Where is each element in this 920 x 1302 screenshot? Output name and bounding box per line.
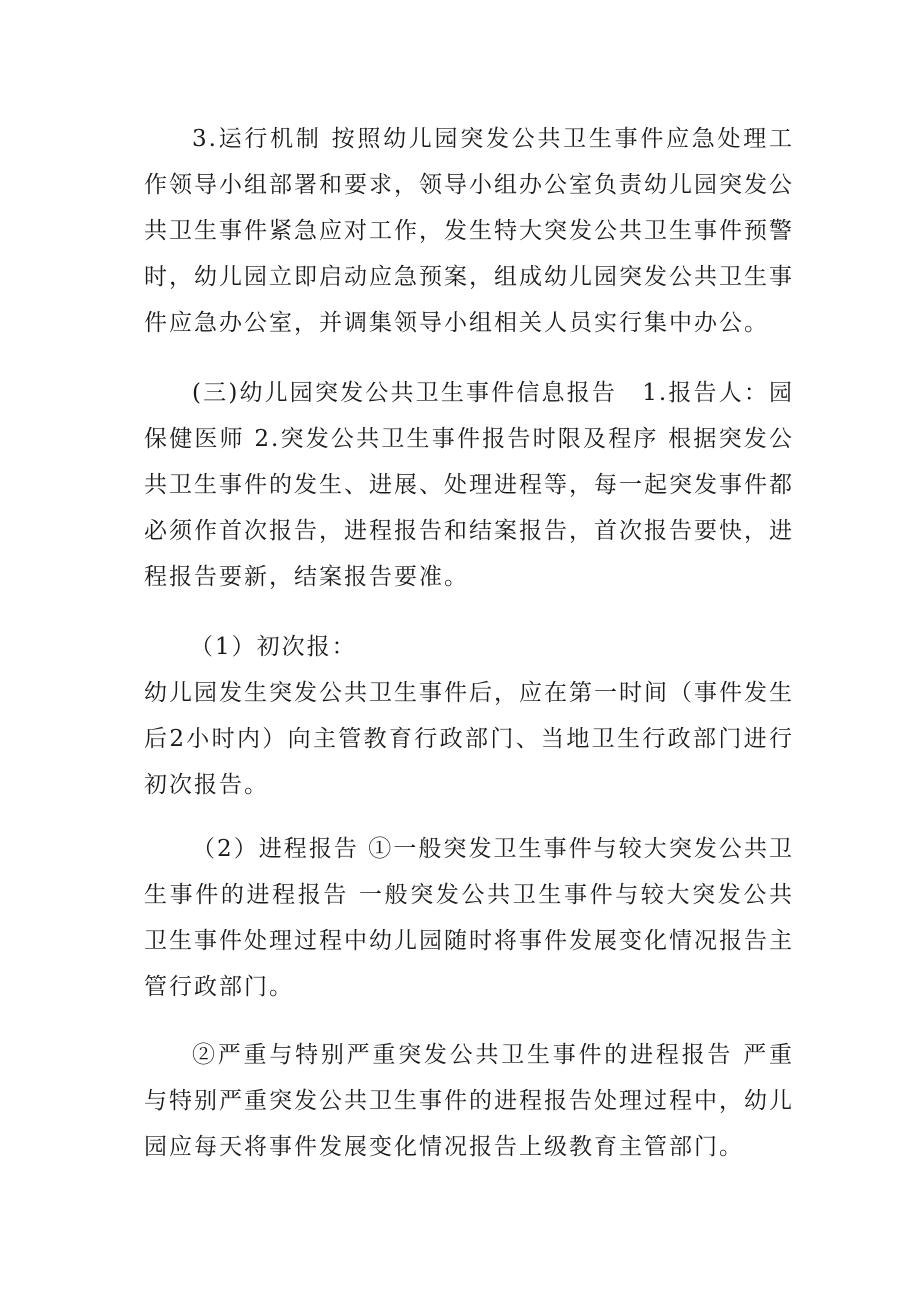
paragraph-progress-report: （2）进程报告 ①一般突发卫生事件与较大突发公共卫生事件的进程报告 一般突发公共卫生事件与较大突发公共卫生事件处理过程中幼儿园随时将事件发展变化情况报告主管行政部门。 xyxy=(144,836,794,1000)
paragraph-information-report: (三)幼儿园突发公共卫生事件信息报告 1.报告人：园保健医师 2.突发公共卫生事件报告时限及程序 根据突发公共卫生事件的发生、进展、处理进程等，每一起突发事件都必须作首次报告，进程报告和结案报告，首次报告要快，进程报告要新，结案报告要准。 xyxy=(144,380,794,590)
paragraph-operating-mechanism: 3.运行机制 按照幼儿园突发公共卫生事件应急处理工作领导小组部署和要求，领导小组办公室负责幼儿园突发公共卫生事件紧急应对工作，发生特大突发公共卫生事件预警时，幼儿园立即启动应急预案，组成幼儿园突发公共卫生事件应急办公室，并调集领导小组相关人员实行集中办公。 xyxy=(144,126,794,336)
paragraph-serious-progress-report: ②严重与特别严重突发公共卫生事件的进程报告 严重与特别严重突发公共卫生事件的进程报告处理过程中，幼儿园应每天将事件发展变化情况报告上级教育主管部门。 xyxy=(144,1042,794,1160)
paragraph-initial-report-heading: （1）初次报： xyxy=(190,634,357,660)
paragraph-initial-report-body: 幼儿园发生突发公共卫生事件后，应在第一时间（事件发生后2小时内）向主管教育行政部门、当地卫生行政部门进行初次报告。 xyxy=(144,680,794,798)
